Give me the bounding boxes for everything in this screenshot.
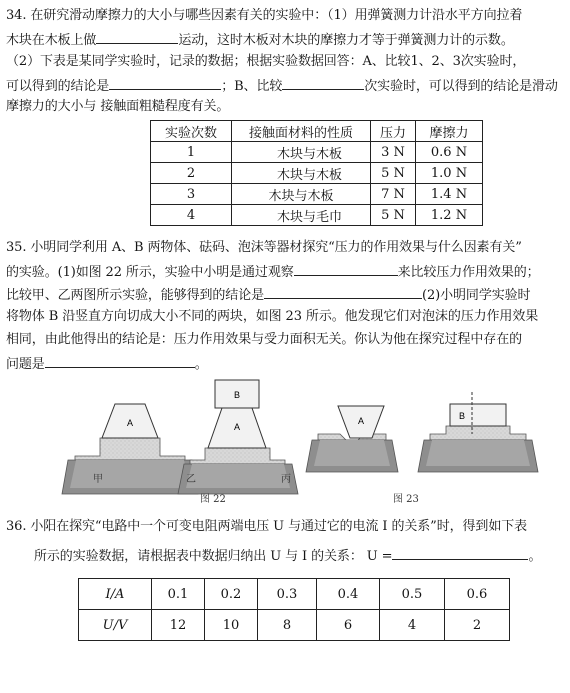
- q35-line5: 相同，由此他得出的结论是：压力作用效果与受力面积无关。你认为他在探究过程中存在的: [6, 332, 523, 347]
- figure-label-yi: 乙: [186, 474, 196, 485]
- block-b-label: B: [233, 390, 241, 400]
- table-row: 4 木块与毛巾 5 N 1.2 N: [151, 205, 483, 226]
- foam-jia: [62, 438, 198, 494]
- figure-22-caption: 图 22: [200, 494, 226, 505]
- q34-line4: 可以得到的结论是 ；B、比较 次实验时，可以得到的结论是滑动: [6, 76, 558, 96]
- block-a-yi: [208, 408, 266, 448]
- block-b-label: B: [458, 411, 466, 421]
- table-header: 压力: [371, 121, 416, 142]
- table-row: U/V 12 10 8 6 4 2: [79, 610, 510, 641]
- block-a-jia: [102, 404, 158, 438]
- pressure-experiment-figure: [0, 376, 570, 506]
- figure-label-bing: 丙: [281, 474, 291, 485]
- q35-line2: 的实验。(1)如图 22 所示，实验中小明是通过观察 来比较压力作用效果的；: [6, 262, 540, 282]
- table-header: 摩擦力: [416, 121, 483, 142]
- figure-label-jia: 甲: [93, 474, 103, 485]
- q35-line4: 将物体 B 沿竖直方向切成大小不同的两块，如图 23 所示。他发现它们对泡沫的压力作用效果: [6, 309, 539, 324]
- table-row: 3 木块与木板 7 N 1.4 N: [151, 184, 483, 205]
- q35-line3: 比较甲、乙两图所示实验，能够得到的结论是 (2)小明同学实验时: [6, 285, 530, 305]
- figure-23-caption: 图 23: [393, 494, 419, 505]
- block-b-yi: [215, 380, 259, 408]
- q36-line2: 所示的实验数据，请根据表中数据归纳出 U 与 I 的关系： U = 。: [34, 546, 541, 566]
- table-row: 1 木块与木板 3 N 0.6 N: [151, 142, 483, 163]
- q35-line1: 35. 小明同学利用 A、B 两物体、砝码、泡沫等器材探究“压力的作用效果与什么因素有关”: [6, 240, 522, 255]
- block-a-label: A: [357, 416, 365, 426]
- q34-line5: 摩擦力的大小与 接触面粗糙程度有关。: [6, 99, 230, 114]
- table-header: 实验次数: [151, 121, 232, 142]
- table-row: 2 木块与木板 5 N 1.0 N: [151, 163, 483, 184]
- block-a-label: A: [233, 422, 241, 432]
- block-a-bing: [338, 406, 384, 438]
- foam-fig23: [418, 426, 538, 472]
- answer-blank[interactable]: [392, 546, 528, 560]
- table-header: 接触面材料的性质: [232, 121, 371, 142]
- q36-line1: 36. 小阳在探究“电路中一个可变电阻两端电压 U 与通过它的电流 I 的关系”时，得到如下表: [6, 519, 528, 534]
- friction-data-table: [150, 120, 483, 226]
- answer-blank[interactable]: [45, 354, 195, 368]
- answer-blank[interactable]: [96, 30, 178, 44]
- voltage-current-table: [78, 578, 510, 641]
- answer-blank[interactable]: [282, 76, 364, 90]
- table-row: I/A 0.1 0.2 0.3 0.4 0.5 0.6: [79, 579, 510, 610]
- answer-blank[interactable]: [264, 285, 422, 299]
- q35-line6: 问题是 。: [6, 354, 208, 374]
- foam-yi: [178, 448, 298, 494]
- foam-bing: [306, 434, 398, 472]
- q34-line1: 34. 在研究滑动摩擦力的大小与哪些因素有关的实验中：（1）用弹簧测力计沿水平方向拉着: [6, 8, 523, 23]
- answer-blank[interactable]: [109, 76, 221, 90]
- block-a-label: A: [126, 418, 134, 428]
- q34-line3: （2）下表是某同学实验时，记录的数据；根据实验数据回答：A、比较1、2、3次实验时，: [6, 54, 526, 69]
- answer-blank[interactable]: [294, 262, 398, 276]
- q34-line2: 木块在木板上做 运动，这时木板对木块的摩擦力才等于弹簧测力计的示数。: [6, 30, 514, 50]
